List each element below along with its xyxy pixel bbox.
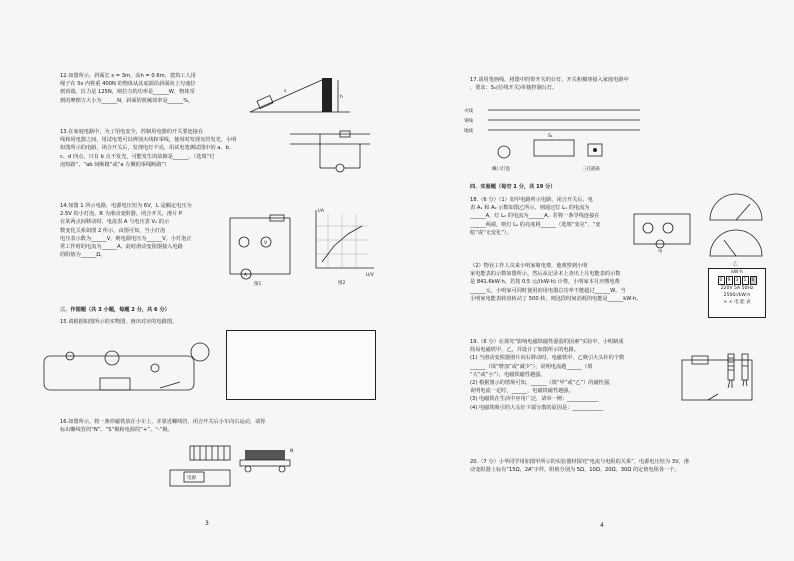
voltmeter-symbol: V [264,241,268,246]
screw-bulb-icon [498,146,510,158]
house-circuit-figure [290,128,375,176]
q12-line: 到顶端，拉力是 125N，则拉力的功率是______W，物体受 [60,89,195,96]
block-on-incline [257,95,273,108]
q18-line: 18.（6 分）（1）如甲电路所示电路，闭合开关后，电 [470,197,593,203]
cart-body [240,460,290,466]
solenoid-coils [194,446,224,460]
bar-magnet [245,450,285,460]
figure-2-label: 图2 [338,281,346,286]
meter-digit-decimal: 6 [750,276,757,285]
q14-line: 数变化关系如图 2 所示。由图可知，当小灯泡 [60,227,166,234]
page-number-3: 3 [205,520,209,527]
q18-2-line: 小明家电能表转盘转动了 500 转，则这段时间消耗的电能是______kW·h。 [470,295,642,302]
dial-a1 [710,194,762,220]
q15-line: 15.请根据如图所示的实物图，画出对应的电路图。 [60,319,178,325]
q19-line: (4) 电磁铁吸引的大头针下端分散的原因是：____________ [470,404,604,411]
q20-line: 动变阻器上标有“15Ω，2A”字样，阻值分别为 5Ω、10Ω、20Ω、30Ω 的定值电阻各一个。 [470,467,680,474]
socket-label: 三孔插座 [582,167,600,172]
q18-line: 表 A₁ 和 A₂ 示数如图乙所示，则通过灯 L₁ 的电流为 [470,205,590,212]
electromagnet-figure [678,350,768,410]
meter-digits [709,276,765,285]
section-3-heading [60,306,170,314]
q16-line: 16.如图所示，将一条形磁铁放在小车上，并靠近螺线管，闭合开关后小车向右运动，请你 [60,419,266,425]
q19-line: (2) 根据图示的情境可知，______（填“甲”或“乙”）的磁性强， [470,380,615,387]
energy-meter [708,268,766,318]
q19-line: (3) 电磁铁在生活中应用广泛，请举一例：____________ [470,396,599,403]
section-4-heading [470,183,556,191]
electromagnet-yi [742,354,748,380]
q14-line: 电压表示数为______V，则电源电压为______V。小灯泡正 [60,235,192,242]
battery-pack [100,378,130,390]
neutral-wire-label: 零线 [464,119,473,124]
circuit-loop [634,214,690,244]
height-label: h [340,95,343,100]
meter-footer: × × 电 能 表 [723,300,751,305]
iv-graph-figure-2 [308,206,378,286]
q18-2-line: ______元，小明家可同时使用的用电器总功率不能超过______W。当 [470,287,626,294]
question-19 [470,338,624,412]
q12-line: 绳子在 5s 内将重 400N 的物体从其底端沿斜面向上匀速拉 [60,81,196,88]
ammeter-icon [105,351,119,365]
q19-line: 说明电流一定时，______，电磁铁磁性越强。 [470,388,574,395]
q18-2-line: （2）物业工作人员来小明家收电费，他观察到小明 [470,263,588,269]
q12-line: 到的摩擦力大小为______N，斜面的机械效率是______%。 [60,97,194,104]
meter-digit: 9 [726,276,733,285]
hanging-pins [728,380,747,388]
q13-line: 如图所示的电路，闭合开关后，发现电灯不亮，用试电笔测试图中的 a、b、 [60,145,235,152]
magnet-pole-label: N [290,449,294,454]
circuit-loop [682,360,752,400]
voltmeter-icon [191,343,209,361]
q16-line: 标出螺线管的“N”、“S”极和电源的“+”、“-”极。 [60,427,173,434]
circuit-loop [230,218,290,274]
question-13 [60,128,236,169]
switch-label: S₁ [548,134,553,139]
q18-2-line: 家电能表的示数如图所示，然后从记录本上查出上月电能表的示数 [470,271,621,278]
circuit-jia-figure [630,210,700,254]
figure-jia-label: 甲 [658,250,663,255]
q19-line: (1) 当滑动变阻器滑片向右移动时，电磁铁甲、乙吸引大头针的个数 [470,355,625,362]
q12-line: 12.如图所示，斜面长 s = 3m，高h = 0.6m，建筑工人用 [60,73,196,79]
house-wiring-figure [464,104,644,176]
left-page [40,0,380,561]
section-3-text: 三．作图题（共 3 小题，每题 2 分，共 6 分） [60,307,170,313]
question-15 [60,318,177,326]
q20-line: 20.（7 分）小华同学用如图甲所示的实验器材探究“电流与电阻的关系”，电源电压恒为 3V，滑 [470,459,690,465]
incline-surface [250,80,322,112]
socket-hole [593,148,597,152]
q13-line: c、d 四点，只有 b 点不发光，可能发生的故障是______。（选填“灯 [60,153,215,160]
section-4-text: 四．实验题（每空 1 分，共 19 分） [470,184,556,190]
q14-line: 2.5V 的小灯泡，R 为滑动变阻器。闭合开关，滑片 P [60,211,183,218]
switch-lever [708,394,718,400]
q18-line: ______A，灯 L₂ 的电流为______A。若将一条导线连接在 [470,213,600,220]
ammeter-dials-figure [706,190,766,266]
q14-line: 常工作时的电流为______A。此时滑动变阻器接入电路 [60,244,183,251]
solenoid-cart-figure [150,442,310,492]
question-18-part-2 [470,262,642,303]
q19-line: 19.（6 分）在探究“影响电磁铁磁性强弱的因素”实验中，小明制成 [470,339,624,345]
meter-digit: 1 [742,276,749,285]
q19-line: “大”或“小”），电磁铁磁性越强。 [470,371,546,378]
figure-yi-label: 乙 [733,262,738,267]
dial-needle [736,204,750,220]
question-16 [60,418,265,434]
graph-x-label: U/V [366,273,374,278]
q18-2-line: 是 841.6kW·h。若按 0.5 元/(kW·h) 计费，小明家本月应缴电费 [470,279,620,286]
ammeter-symbol: A [244,273,248,278]
question-14 [60,202,192,259]
figure-1-label: 图1 [254,282,262,287]
lamp-icon [336,164,344,172]
q13-line: 泡短路”、“ab 间断路”或“a 左侧的零线断路”） [60,161,170,168]
q14-line: 在某两点间移动时，电流表 A 与电压表 V₂ 的示 [60,219,170,226]
live-wire-label: 火线 [464,109,473,114]
drawing-answer-box[interactable] [226,330,376,400]
q14-line: 的阻值为______Ω。 [60,252,106,259]
length-label: s [284,89,287,94]
q19-line: ______（填“增加”或“减少”），说明电流越______（填 [470,363,593,370]
circuit-figure-1 [226,212,296,287]
lamp-icon [151,364,159,372]
meter-rate: 2500r/kW·h [723,293,751,298]
incline-wall [322,78,332,112]
q13-line: 13.在家庭电路中，为了用电安全，控制用电器的开关要连接在 [60,129,204,135]
power-source-label: 电源 [187,476,196,481]
meter-digit: 0 [718,276,725,285]
lamp-icon [239,237,249,247]
meter-digit: 3 [734,276,741,285]
meter-unit: kW·h [731,270,743,275]
question-20 [470,458,689,474]
q19-line: 简易电磁铁甲、乙，并设计了如图所示的电路。 [470,347,579,354]
physical-circuit-figure [40,338,220,398]
pull-switch-box [534,140,574,156]
question-18 [470,196,600,237]
page-number-4: 4 [600,522,604,529]
cart-wheel [245,466,251,472]
dial-needle [724,240,736,256]
dial-a2 [710,230,762,256]
q17-line: ，要求：S₁(拉线开关)单独控制台灯。 [470,85,558,92]
graph-y-label: I/A [318,209,324,214]
cart-wheel [279,466,285,472]
q13-line: 线和用电器之间。用试电笔可以辨别火线和零线，使用时发现氖管发光，小明 [60,137,237,144]
question-17 [470,76,629,92]
q18-line: ______两端，则灯 L₁ 的亮度将______（选填“变亮”、“变 [470,221,601,228]
question-12 [60,72,196,105]
q17-line: 17.请用笔画线，将图中的带开关的台灯、开关和插座接入家庭电路中 [470,77,629,83]
q18-line: 暗”或“无变化”）。 [470,229,512,236]
incline-figure [250,70,380,122]
lamp-l2-icon [663,223,673,233]
ground-wire-label: 地线 [464,129,473,134]
lamp-l1-icon [643,223,653,233]
bulb-label: 螺口灯泡 [492,167,510,172]
right-page [450,0,770,561]
q14-line: 14.如图 1 所示电路，电源电压恒为 6V，L 是额定电压为 [60,203,192,209]
switch-lever [160,382,180,388]
meter-rating: 220V 5A 50Hz [720,286,754,291]
